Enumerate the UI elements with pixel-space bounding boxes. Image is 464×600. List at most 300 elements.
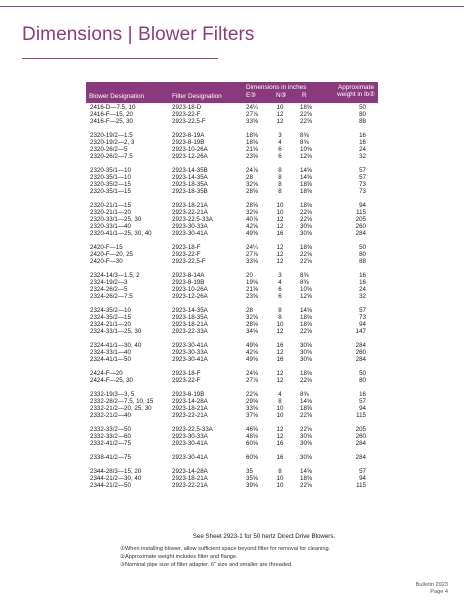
cell-dim-e: 27⅞ [246, 251, 259, 258]
cell-dim-e: 60⅝ [246, 440, 259, 447]
cell-filter: 2923-30-41A [172, 356, 208, 363]
bulletin-number: Bulletin 2923 [415, 582, 448, 588]
table-row [86, 244, 378, 251]
cell-dim-e: 21⅝ [246, 286, 259, 293]
page-title: Dimensions | Blower Filters [22, 24, 255, 45]
cell-blower: 2416-F—15, 20 [90, 111, 133, 118]
table-row [86, 342, 378, 349]
cell-dim-n: 12 [276, 426, 284, 433]
cell-dim-e: 33⅝ [246, 118, 259, 125]
header-dim-r: R [302, 92, 307, 99]
cell-dim-n: 10 [276, 209, 284, 216]
cell-dim-n: 16 [276, 454, 284, 461]
cell-dim-e: 28⅝ [246, 321, 259, 328]
cell-dim-n: 16 [276, 440, 284, 447]
table-row [86, 426, 378, 433]
cell-blower: 2344-21/2—30, 40 [90, 475, 142, 482]
cell-filter: 2923-30-41A [172, 342, 208, 349]
cell-weight: 80 [359, 251, 366, 258]
table-row [86, 293, 378, 300]
table-row [86, 482, 378, 489]
cell-blower: 2324-19/2—3 [90, 279, 128, 286]
cell-dim-r: 22⅝ [300, 216, 313, 223]
cell-weight: 50 [359, 104, 366, 111]
cell-dim-e: 48⅝ [246, 433, 259, 440]
cell-dim-n: 8 [278, 188, 282, 195]
cell-dim-e: 42⅝ [246, 349, 259, 356]
cell-weight: 16 [359, 391, 366, 398]
cell-weight: 57 [359, 174, 366, 181]
cell-dim-e: 46⅝ [246, 426, 259, 433]
cell-weight: 16 [359, 272, 366, 279]
cell-dim-r: 22⅝ [300, 251, 313, 258]
table-row [86, 202, 378, 209]
table-group [86, 370, 378, 384]
cell-filter: 2923-22-21A [172, 482, 208, 489]
cell-dim-r: 10⅝ [300, 146, 313, 153]
cell-filter: 2923-22-F [172, 251, 201, 258]
cell-dim-r: 18⅝ [300, 181, 313, 188]
table-group [86, 167, 378, 195]
table-row [86, 230, 378, 237]
table-row [86, 181, 378, 188]
cell-dim-n: 16 [276, 356, 284, 363]
cell-filter: 2923-8-19B [172, 279, 205, 286]
cell-dim-e: 23⅝ [246, 153, 259, 160]
cell-blower: 2320-33/1—40 [90, 223, 131, 230]
cell-dim-r: 30⅝ [300, 454, 313, 461]
cell-blower: 2320-35/2—15 [90, 181, 131, 188]
cell-filter: 2923-22-33A [172, 328, 208, 335]
cell-dim-n: 8 [278, 174, 282, 181]
cell-dim-n: 8 [278, 468, 282, 475]
cell-blower: 2332-33/2—50 [90, 426, 131, 433]
table-group [86, 454, 378, 461]
table-row [86, 405, 378, 412]
table-row [86, 272, 378, 279]
cell-dim-n: 12 [276, 223, 284, 230]
cell-dim-n: 12 [276, 111, 284, 118]
cell-weight: 147 [355, 328, 366, 335]
cell-dim-e: 60⅝ [246, 454, 259, 461]
cell-dim-n: 12 [276, 370, 284, 377]
cell-dim-e: 19⅝ [246, 279, 259, 286]
cell-dim-n: 12 [276, 244, 284, 251]
cell-weight: 94 [359, 321, 366, 328]
cell-dim-r: 10⅝ [300, 286, 313, 293]
cell-filter: 2923-10-26A [172, 286, 208, 293]
footnote-3: ③Nominal pipe size of filter adapter. 6" size and smaller are threaded. [120, 562, 293, 568]
cell-filter: 2923-14-35B [172, 167, 208, 174]
cell-filter: 2923-22.5-33A [172, 426, 213, 433]
cell-dim-n: 12 [276, 377, 284, 384]
cell-dim-n: 12 [276, 216, 284, 223]
table-header [86, 82, 378, 103]
cell-dim-e: 42⅝ [246, 223, 259, 230]
cell-dim-r: 18⅝ [300, 104, 313, 111]
cell-filter: 2923-18-35B [172, 188, 208, 195]
cell-filter: 2923-14-28A [172, 398, 208, 405]
bulletin-info [416, 582, 448, 596]
cell-weight: 205 [355, 426, 366, 433]
cell-dim-e: 32⅝ [246, 314, 259, 321]
cell-dim-e: 28⅝ [246, 188, 259, 195]
cell-blower: 2332-33/2—60 [90, 433, 131, 440]
cell-dim-n: 12 [276, 118, 284, 125]
cell-filter: 2923-30-41A [172, 230, 208, 237]
cell-dim-r: 18⅝ [300, 405, 313, 412]
cell-dim-e: 37⅝ [246, 412, 259, 419]
cell-dim-n: 4 [278, 139, 282, 146]
cell-filter: 2923-8-19B [172, 139, 205, 146]
cell-blower: 2324-14/3—1.5, 2 [90, 272, 140, 279]
cell-dim-e: 28 [246, 174, 253, 181]
cell-dim-e: 49⅝ [246, 230, 259, 237]
cell-dim-e: 27⅞ [246, 377, 259, 384]
table-row [86, 433, 378, 440]
cell-weight: 50 [359, 370, 366, 377]
cell-dim-r: 30⅝ [300, 223, 313, 230]
table-row [86, 279, 378, 286]
cell-dim-n: 12 [276, 349, 284, 356]
cell-dim-r: 8⅝ [300, 279, 309, 286]
cell-dim-r: 22⅝ [300, 482, 313, 489]
cell-dim-e: 23⅝ [246, 293, 259, 300]
cell-dim-r: 14⅝ [300, 167, 313, 174]
header-blower-designation: Blower Designation [89, 93, 145, 100]
cell-filter: 2923-30-33A [172, 349, 208, 356]
cell-filter: 2923-18-F [172, 370, 201, 377]
table-row [86, 209, 378, 216]
cell-dim-n: 4 [278, 391, 282, 398]
table-row [86, 356, 378, 363]
cell-filter: 2923-12-26A [172, 153, 208, 160]
cell-weight: 16 [359, 139, 366, 146]
cell-filter: 2923-8-14A [172, 272, 205, 279]
cell-filter: 2923-8-19B [172, 391, 205, 398]
table-row [86, 328, 378, 335]
cell-dim-n: 16 [276, 342, 284, 349]
table-row [86, 251, 378, 258]
cell-blower: 2320-26/2—7.5 [90, 153, 133, 160]
cell-blower: 2344-21/2—50 [90, 482, 131, 489]
header-weight-line2: weight in lb② [337, 91, 375, 98]
cell-dim-n: 8 [278, 314, 282, 321]
cell-dim-n: 6 [278, 286, 282, 293]
table-group [86, 132, 378, 160]
cell-filter: 2923-30-33A [172, 433, 208, 440]
cell-dim-n: 16 [276, 230, 284, 237]
cell-weight: 16 [359, 279, 366, 286]
cell-weight: 284 [355, 342, 366, 349]
cell-filter: 2923-22-21A [172, 412, 208, 419]
cell-dim-r: 22⅝ [300, 258, 313, 265]
cell-dim-n: 8 [278, 307, 282, 314]
cell-weight: 260 [355, 349, 366, 356]
cell-dim-n: 8 [278, 181, 282, 188]
cell-filter: 2923-22.5-F [172, 258, 206, 265]
cell-filter: 2923-18-21A [172, 321, 208, 328]
cell-filter: 2923-22-F [172, 111, 201, 118]
cell-filter: 2923-22.5-33A [172, 216, 213, 223]
cell-filter: 2923-18-D [172, 104, 202, 111]
cell-weight: 260 [355, 433, 366, 440]
top-rule [0, 6, 464, 7]
cell-dim-r: 14⅝ [300, 398, 313, 405]
cell-blower: 2320-19/2—2, 3 [90, 139, 135, 146]
cell-dim-e: 21⅝ [246, 146, 259, 153]
cell-blower: 2420-F—30 [90, 258, 123, 265]
table-row [86, 216, 378, 223]
cell-dim-n: 8 [278, 167, 282, 174]
cell-blower: 2320-35/1—10 [90, 167, 131, 174]
table-row [86, 118, 378, 125]
cell-weight: 284 [355, 440, 366, 447]
table-row [86, 440, 378, 447]
cell-filter: 2923-18-21A [172, 475, 208, 482]
table-row [86, 475, 378, 482]
cell-weight: 260 [355, 223, 366, 230]
cell-dim-r: 18⅝ [300, 202, 313, 209]
cell-blower: 2324-26/2—7.5 [90, 293, 133, 300]
table-group [86, 468, 378, 489]
cell-dim-e: 28⅝ [246, 202, 259, 209]
cell-dim-e: 18⅝ [246, 132, 259, 139]
cell-dim-n: 3 [278, 272, 282, 279]
table-group [86, 104, 378, 125]
cell-dim-n: 12 [276, 328, 284, 335]
cell-dim-r: 8⅝ [300, 139, 309, 146]
cell-filter: 2923-22.5-F [172, 118, 206, 125]
cell-blower: 2416-D—7.5, 10 [90, 104, 136, 111]
cell-blower: 2420-F—15 [90, 244, 123, 251]
cell-dim-r: 22⅝ [300, 209, 313, 216]
cell-weight: 205 [355, 216, 366, 223]
table-row [86, 391, 378, 398]
cell-dim-e: 24⅞ [246, 167, 259, 174]
table-group [86, 426, 378, 447]
cell-dim-r: 22⅝ [300, 111, 313, 118]
cell-blower: 2324-35/2—10 [90, 307, 131, 314]
cell-filter: 2923-18-21A [172, 405, 208, 412]
cell-blower: 2320-19/2—1.5 [90, 132, 133, 139]
cell-dim-r: 30⅝ [300, 230, 313, 237]
cell-blower: 2324-26/2—5 [90, 286, 128, 293]
cell-blower: 2420-F—20, 25 [90, 251, 133, 258]
cell-dim-e: 35 [246, 468, 253, 475]
cell-dim-r: 22⅝ [300, 118, 313, 125]
table-group [86, 272, 378, 300]
table-row [86, 139, 378, 146]
cell-filter: 2923-14-35A [172, 174, 208, 181]
cell-filter: 2923-30-41A [172, 454, 208, 461]
cell-dim-e: 49⅝ [246, 342, 259, 349]
cell-weight: 80 [359, 377, 366, 384]
table-row [86, 111, 378, 118]
cell-blower: 2320-35/1—15 [90, 188, 131, 195]
cell-weight: 88 [359, 258, 366, 265]
table-row [86, 174, 378, 181]
cell-weight: 57 [359, 398, 366, 405]
cell-dim-r: 18⅝ [300, 370, 313, 377]
header-dim-e: E③ [246, 92, 256, 99]
table-row [86, 314, 378, 321]
cell-dim-n: 6 [278, 153, 282, 160]
cell-weight: 24 [359, 146, 366, 153]
cell-dim-r: 22⅝ [300, 328, 313, 335]
see-sheet-note: See Sheet 2923-1 for 50 hertz Direct Drive Blowers. [192, 533, 336, 540]
cell-dim-r: 30⅝ [300, 349, 313, 356]
cell-blower: 2332-21/2—20, 25, 30 [90, 405, 152, 412]
table-group [86, 202, 378, 237]
cell-dim-e: 20 [246, 272, 253, 279]
cell-blower: 2320-21/1—15 [90, 202, 131, 209]
cell-dim-n: 8 [278, 398, 282, 405]
cell-filter: 2923-14-35A [172, 307, 208, 314]
cell-blower: 2324-33/1—40 [90, 349, 131, 356]
cell-weight: 284 [355, 230, 366, 237]
cell-weight: 24 [359, 286, 366, 293]
cell-dim-r: 14⅝ [300, 307, 313, 314]
cell-weight: 32 [359, 293, 366, 300]
cell-weight: 57 [359, 468, 366, 475]
cell-weight: 73 [359, 181, 366, 188]
table-row [86, 188, 378, 195]
cell-blower: 2320-35/1—10 [90, 174, 131, 181]
table-row [86, 146, 378, 153]
cell-weight: 32 [359, 153, 366, 160]
cell-blower: 2332-19/3—3, 5 [90, 391, 135, 398]
cell-weight: 115 [356, 412, 366, 419]
cell-weight: 284 [355, 356, 366, 363]
cell-dim-e: 29⅝ [246, 398, 259, 405]
cell-dim-e: 32⅝ [246, 209, 259, 216]
table-group [86, 244, 378, 265]
cell-dim-r: 18⅝ [300, 314, 313, 321]
cell-dim-n: 12 [276, 258, 284, 265]
cell-dim-r: 30⅝ [300, 433, 313, 440]
cell-dim-n: 3 [278, 132, 282, 139]
table-row [86, 153, 378, 160]
header-weight-line1: Approximate [338, 84, 374, 91]
header-dim-n: N③ [276, 92, 287, 99]
cell-dim-r: 30⅝ [300, 342, 313, 349]
table-row [86, 307, 378, 314]
table-row [86, 412, 378, 419]
cell-dim-r: 22⅝ [300, 426, 313, 433]
cell-dim-e: 34⅝ [246, 328, 259, 335]
table-row [86, 167, 378, 174]
cell-dim-e: 27⅞ [246, 111, 259, 118]
cell-blower: 2344-28/3—15, 20 [90, 468, 142, 475]
table-row [86, 370, 378, 377]
cell-dim-e: 39⅝ [246, 482, 259, 489]
cell-weight: 115 [356, 482, 366, 489]
cell-dim-e: 24¼ [246, 244, 259, 251]
cell-blower: 2320-26/2—5 [90, 146, 128, 153]
cell-weight: 94 [359, 405, 366, 412]
cell-weight: 94 [359, 202, 366, 209]
cell-dim-e: 24¼ [246, 104, 259, 111]
cell-filter: 2923-22-21A [172, 209, 208, 216]
cell-dim-r: 22⅝ [300, 412, 313, 419]
cell-blower: 2320-21/1—20 [90, 209, 131, 216]
table-row [86, 377, 378, 384]
cell-blower: 2320-33/1—25, 30 [90, 216, 142, 223]
cell-filter: 2923-22-F [172, 377, 201, 384]
cell-filter: 2923-14-28A [172, 468, 208, 475]
cell-dim-r: 30⅝ [300, 440, 313, 447]
table-row [86, 454, 378, 461]
cell-blower: 2324-41/1—50 [90, 356, 131, 363]
cell-filter: 2923-30-33A [172, 223, 208, 230]
cell-blower: 2424-F—20 [90, 370, 123, 377]
cell-dim-r: 12⅝ [300, 153, 313, 160]
cell-dim-r: 18⅝ [300, 244, 313, 251]
cell-dim-r: 8⅝ [300, 272, 309, 279]
cell-dim-r: 30⅝ [300, 356, 313, 363]
cell-blower: 2332-41/2—75 [90, 440, 131, 447]
cell-filter: 2923-10-26A [172, 146, 208, 153]
cell-dim-e: 32⅝ [246, 181, 259, 188]
cell-filter: 2923-18-35A [172, 181, 208, 188]
cell-blower: 2424-F—25, 30 [90, 377, 133, 384]
cell-filter: 2923-18-35A [172, 314, 208, 321]
cell-weight: 57 [359, 307, 366, 314]
cell-blower: 2332-21/2—40 [90, 412, 131, 419]
cell-dim-e: 22⅝ [246, 391, 259, 398]
cell-blower: 2324-21/1—20 [90, 321, 131, 328]
table-row [86, 468, 378, 475]
cell-blower: 2324-33/1—25, 30 [90, 328, 142, 335]
cell-dim-n: 12 [276, 433, 284, 440]
cell-blower: 2416-F—25, 30 [90, 118, 133, 125]
cell-dim-n: 10 [276, 412, 284, 419]
cell-dim-e: 49⅝ [246, 356, 259, 363]
table-body [86, 104, 378, 496]
cell-weight: 80 [359, 111, 366, 118]
cell-dim-n: 10 [276, 321, 284, 328]
cell-dim-e: 24⅝ [246, 370, 259, 377]
cell-blower: 2324-41/1—30, 40 [90, 342, 142, 349]
cell-dim-n: 10 [276, 202, 284, 209]
footnote-2: ②Approximate weight includes filter and flange. [120, 554, 238, 560]
cell-weight: 115 [356, 209, 366, 216]
cell-weight: 73 [359, 188, 366, 195]
cell-dim-r: 22⅝ [300, 377, 313, 384]
cell-blower: 2338-41/2—75 [90, 454, 131, 461]
cell-dim-r: 12⅝ [300, 293, 313, 300]
cell-weight: 16 [359, 132, 366, 139]
table-row [86, 223, 378, 230]
cell-blower: 2332-28/2—7.5, 10, 15 [90, 398, 154, 405]
cell-dim-n: 10 [276, 475, 284, 482]
cell-filter: 2923-18-21A [172, 202, 208, 209]
header-weight [336, 84, 376, 98]
table-row [86, 286, 378, 293]
cell-weight: 88 [359, 118, 366, 125]
cell-dim-n: 6 [278, 293, 282, 300]
cell-dim-n: 12 [276, 251, 284, 258]
table-row [86, 321, 378, 328]
cell-weight: 73 [359, 314, 366, 321]
table-row [86, 258, 378, 265]
cell-dim-r: 8⅝ [300, 132, 309, 139]
cell-filter: 2923-18-F [172, 244, 201, 251]
cell-dim-e: 28 [246, 307, 253, 314]
cell-dim-n: 10 [276, 405, 284, 412]
cell-dim-e: 33⅝ [246, 258, 259, 265]
